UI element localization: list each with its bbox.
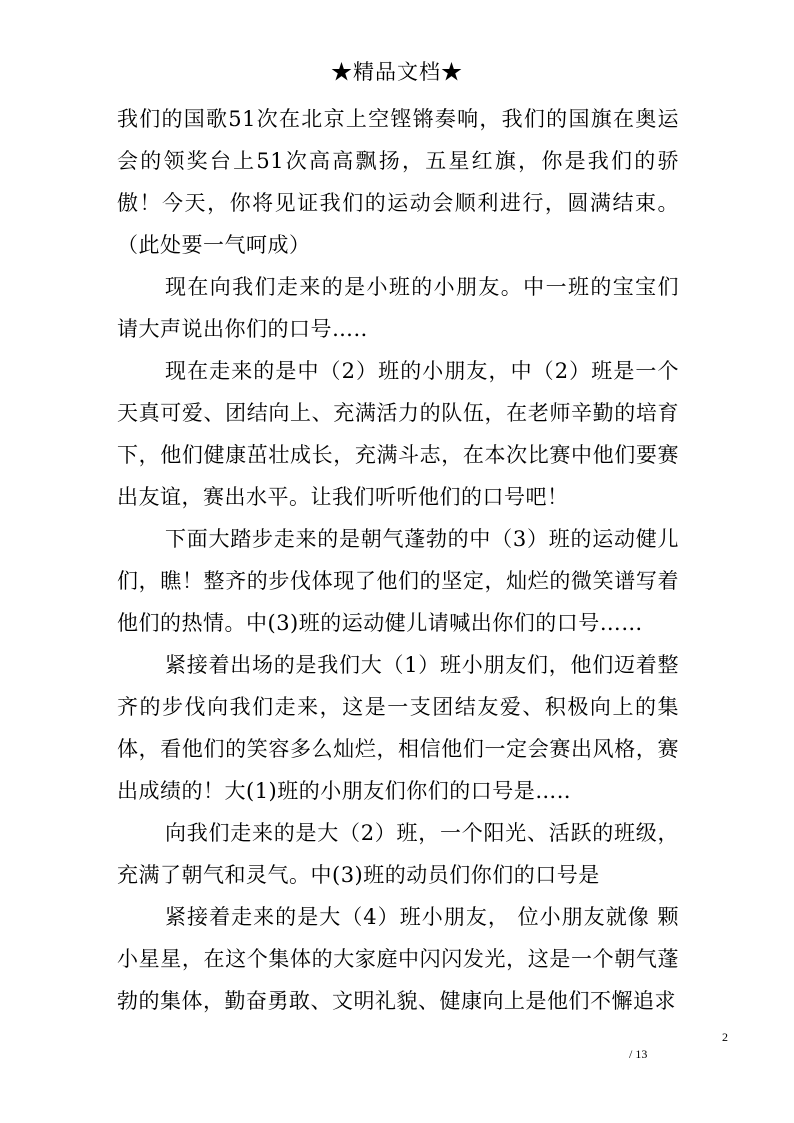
- paragraph: 现在走来的是中（2）班的小朋友，中（2）班是一个天真可爱、团结向上、充满活力的队伍，在老师辛勤的培育下，他们健康茁壮成长，充满斗志，在本次比赛中他们要赛出友谊，赛出水平。让我们听听他们的口号吧！: [117, 359, 679, 509]
- paragraph: 我们的国歌51次在北京上空铿锵奏响，我们的国旗在奥运会的领奖台上51次高高飘扬，五星红旗，你是我们的骄傲！今天，你将见证我们的运动会顺利进行，圆满结束。（此处要一气呵成）: [117, 107, 679, 257]
- paragraph: 下面大踏步走来的是朝气蓬勃的中（3）班的运动健儿们，瞧！整齐的步伐体现了他们的坚定，灿烂的微笑谱写着他们的热情。中(3)班的运动健儿请喊出你们的口号……: [117, 527, 679, 635]
- paragraph: 紧接着出场的是我们大（1）班小朋友们，他们迈着整齐的步伐向我们走来，这是一支团结友爱、积极向上的集体，看他们的笑容多么灿烂，相信他们一定会赛出风格，赛出成绩的！大(1)班的小朋友们你们的口号是….．: [117, 653, 679, 803]
- document-body: [117, 98, 679, 1022]
- paragraph: 向我们走来的是大（2）班，一个阳光、活跃的班级，充满了朝气和灵气。中(3)班的动员们你们的口号是: [117, 821, 679, 887]
- page-number: 2: [722, 1030, 728, 1044]
- paragraph: 紧接着走来的是大（4）班小朋友， 位小朋友就像 颗小星星，在这个集体的大家庭中闪闪发光，这是一个朝气蓬勃的集体，勤奋勇敢、文明礼貌、健康向上是他们不懈追求: [117, 905, 679, 1013]
- document-header: ★精品文档★: [331, 60, 463, 84]
- paragraph: 现在向我们走来的是小班的小朋友。中一班的宝宝们请大声说出你们的口号….．: [117, 275, 679, 341]
- page-count: / 13: [629, 1047, 648, 1061]
